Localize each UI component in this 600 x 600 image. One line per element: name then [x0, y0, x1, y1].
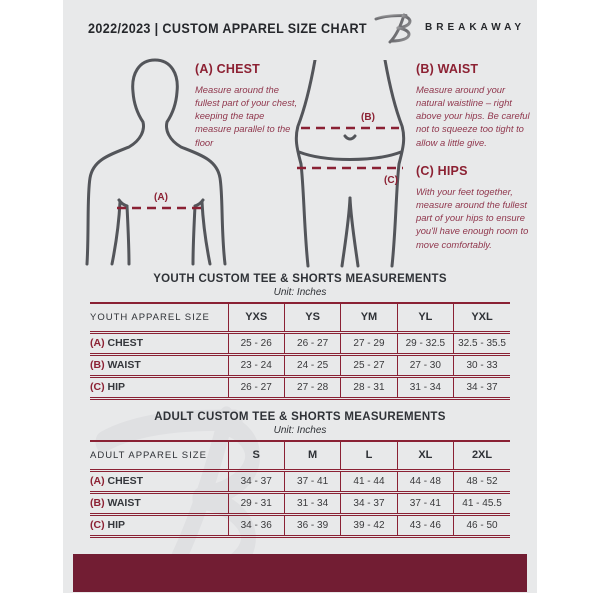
row-prefix: (C) — [90, 519, 108, 531]
page-title: 2022/2023 | CUSTOM APPAREL SIZE CHART — [88, 20, 367, 36]
youth-col-yxs: YXS — [228, 303, 284, 332]
waist-heading: (B) WAIST — [416, 62, 479, 76]
adult-hip-s: 34 - 36 — [228, 514, 284, 536]
youth-chest-ym: 27 - 29 — [341, 332, 397, 354]
hips-line-label: (C) — [384, 175, 398, 186]
youth-size-table — [90, 302, 510, 400]
hips-heading: (C) HIPS — [416, 164, 468, 178]
youth-section-title: YOUTH CUSTOM TEE & SHORTS MEASUREMENTS — [153, 273, 447, 285]
adult-size-header-cell: ADULT APPAREL SIZE — [90, 449, 207, 461]
row-name: HIP — [107, 381, 126, 393]
youth-waist-ym: 25 - 27 — [341, 354, 397, 376]
youth-col-ym: YM — [341, 303, 397, 332]
adult-unit-label: Unit: Inches — [273, 425, 327, 436]
breakaway-b-logo-icon — [371, 11, 417, 52]
adult-col-s: S — [228, 441, 284, 470]
row-name: CHEST — [107, 475, 144, 487]
adult-waist-xl: 37 - 41 — [397, 492, 453, 514]
youth-col-yxl: YXL — [454, 303, 510, 332]
adult-chest-2xl: 48 - 52 — [454, 470, 510, 492]
brand-name: BREAKAWAY — [425, 22, 526, 33]
hips-instructions — [416, 164, 536, 251]
adult-waist-row — [90, 492, 510, 514]
row-prefix: (C) — [90, 381, 108, 393]
youth-chest-row — [90, 332, 510, 354]
adult-hip-xl: 43 - 46 — [397, 514, 453, 536]
chest-instructions — [195, 62, 303, 149]
adult-waist-l: 34 - 37 — [341, 492, 397, 514]
row-name: HIP — [107, 519, 126, 531]
row-prefix: (B) — [90, 359, 108, 371]
adult-hip-m: 36 - 39 — [284, 514, 340, 536]
youth-header-row — [90, 303, 510, 332]
adult-chest-label — [90, 470, 228, 492]
youth-chest-yxs: 25 - 26 — [228, 332, 284, 354]
adult-col-l: L — [341, 441, 397, 470]
youth-hip-yl: 31 - 34 — [397, 376, 453, 398]
row-name: WAIST — [107, 497, 141, 509]
adult-waist-s: 29 - 31 — [228, 492, 284, 514]
youth-chest-yxl: 32.5 - 35.5 — [454, 332, 510, 354]
waist-body-text: Measure around your natural waistline – right above your hips. Be careful not to squeeze too tight to allow a little give. — [416, 84, 530, 148]
row-name: CHEST — [107, 337, 144, 349]
youth-size-header-cell: YOUTH APPAREL SIZE — [90, 311, 210, 323]
footer-accent-bar — [73, 554, 527, 592]
youth-waist-ys: 24 - 25 — [284, 354, 340, 376]
row-prefix: (B) — [90, 497, 108, 509]
adult-hip-label — [90, 514, 228, 536]
hips-body-text: With your feet together, measure around the fullest part of your hips to ensure you'll have enough room to move comfortably. — [416, 186, 529, 250]
youth-hip-yxs: 26 - 27 — [228, 376, 284, 398]
adult-waist-m: 31 - 34 — [284, 492, 340, 514]
adult-col-m: M — [284, 441, 340, 470]
adult-chest-m: 37 - 41 — [284, 470, 340, 492]
adult-size-table — [90, 440, 510, 538]
youth-waist-row — [90, 354, 510, 376]
youth-unit-label: Unit: Inches — [273, 287, 327, 298]
adult-waist-label — [90, 492, 228, 514]
adult-chest-row — [90, 470, 510, 492]
youth-waist-label — [90, 354, 228, 376]
adult-section-title: ADULT CUSTOM TEE & SHORTS MEASUREMENTS — [154, 411, 446, 423]
youth-col-ys: YS — [284, 303, 340, 332]
adult-col-xl: XL — [397, 441, 453, 470]
youth-waist-yxs: 23 - 24 — [228, 354, 284, 376]
youth-chest-ys: 26 - 27 — [284, 332, 340, 354]
row-name: WAIST — [107, 359, 141, 371]
waist-line-label: (B) — [361, 112, 375, 123]
adult-col-2xl: 2XL — [454, 441, 510, 470]
waist-instructions — [416, 62, 530, 149]
adult-chest-s: 34 - 37 — [228, 470, 284, 492]
chest-line-label: (A) — [154, 192, 168, 203]
adult-header-row — [90, 441, 510, 470]
youth-chest-yl: 29 - 32.5 — [397, 332, 453, 354]
youth-hip-label — [90, 376, 228, 398]
youth-waist-yl: 27 - 30 — [397, 354, 453, 376]
youth-hip-ym: 28 - 31 — [341, 376, 397, 398]
adult-chest-xl: 44 - 48 — [397, 470, 453, 492]
chest-heading: (A) CHEST — [195, 62, 260, 76]
adult-hip-row — [90, 514, 510, 536]
youth-chest-label — [90, 332, 228, 354]
youth-waist-yxl: 30 - 33 — [454, 354, 510, 376]
adult-chest-l: 41 - 44 — [341, 470, 397, 492]
chest-body-text: Measure around the fullest part of your chest, keeping the tape measure parallel to the floor — [195, 84, 298, 148]
adult-hip-2xl: 46 - 50 — [454, 514, 510, 536]
size-chart-card — [63, 0, 537, 593]
row-prefix: (A) — [90, 475, 108, 487]
youth-hip-ys: 27 - 28 — [284, 376, 340, 398]
youth-col-yl: YL — [397, 303, 453, 332]
adult-hip-l: 39 - 42 — [341, 514, 397, 536]
waist-hips-diagram — [294, 60, 406, 273]
adult-waist-2xl: 41 - 45.5 — [454, 492, 510, 514]
youth-hip-yxl: 34 - 37 — [454, 376, 510, 398]
row-prefix: (A) — [90, 337, 108, 349]
youth-hip-row — [90, 376, 510, 398]
